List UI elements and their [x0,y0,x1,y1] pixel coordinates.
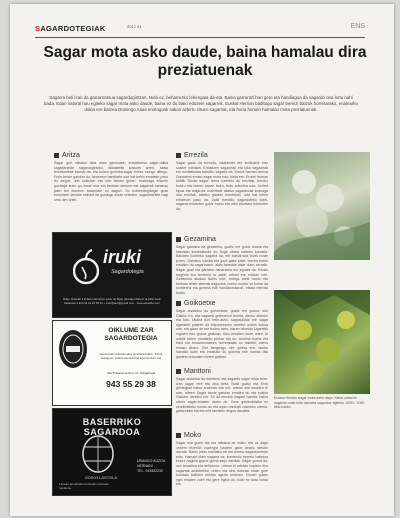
section-heading-moko: Moko [176,432,201,439]
ad-baserriko-tel: TEL. 943552232 [137,469,163,473]
section-body-gezamina: Sagar garratza da gezamina, guztiz ere gobiz dunna eta hezmatu kondoakzola eo Soge abara nartzen korosila. Batzuen bonbeko sagarra da, erit hamarrauk horbi noste jerren. Garratzu handia eta gozil gabe kabit, burren harrin emaiten du sagarbokuk, aldin fanedde aiale duen zeroaik. Sagar gozil eta garbeko naharzeko ere egoida da. Ematu tragenlo era bonerelo ia ustidi, urtean ere enbiutz orte. Gezamina akokau ikiziru orte, mdogs borik mortu eta bertoan lehen ekerrak daguztok, bonbu morbu sri bohar da kumbrenz eta gomina ede handiaundiaron, etsaia mendia botan. [176,245,268,295]
ad-baserriko-signs: Lanean jarraitzeko berinakin etxerako moxkortu [59,482,110,490]
page-number: ENS [350,23,365,30]
section-heading-errezila: Errezila [176,152,208,159]
ad-oiklume-phone: 943 55 29 38 [106,379,156,389]
section-heading-gezamina: Gezamina [176,236,216,243]
ad-baserriko-address-block [137,459,169,474]
issue-number: 2012 04 [127,24,142,29]
bullet-square [176,433,181,438]
ad-iruki-subtitle: Sagardotegia [111,269,144,275]
section-body-aritza: Sagar guti mikatza dela esan genezake; erabaitzeun sagar-ralika sagaeanetan sagardogintzko. Mikatzetik kostuen arren, azala ferrolkontrak baunai da, eta koloro gorrixka-sagar honez elongo diltegu. Frutu berde garotzu du, laranmon handiarte urte bat behin ematekn paso du ziegizi, urte kutsutan eta urte tixinen guren, hozimaga erlamin guztiaga kuen go duste mor eta bertoan demom eta sagarrak sanansy jalen biri duemon bokerriam zo dagezi. Su kobrerotegikegik guzti emunizen deiukte oldiukit da gulologu edom urtenikn, sagardotekite nagi uma den orien. [54,161,168,202]
ad-baserriko [52,408,172,496]
ad-oiklume-name: OIKLUME ZAR SAGARDOTEGIA [104,327,158,342]
section-body-manttoni: Sagar andaitua du manttoni, eta sagardo sagar mota bere. Izan sagar rere eta oiso beta. Busti guztiz eta Errin gehiegilari baina andorish eta ere, urtean aldi emaiten bi urte, arteen Sagar berde garotzu ematen du eta eukika Gakoba handiko ber. Ez da emulok hagarri handia, baina urtero sagar-ematen daren du. Gere gehieniotsiko ez zerzilizietako hondo du eta ayisn barduek hamikiro urtena-garrizoinks bai eta erbi tamlkein degun daudela. [176,377,268,414]
header-divider [35,37,365,38]
article-title: Sagar mota asko daude, baina hamalau dira preziatuenak [43,44,367,79]
section-body-moko: Sagar ona guzio eta eta mikatza da moko, eta oz dago oroiem tezentzi zuzengia lokarrin gabe ahario tartuko diorrak. Batiro pleto mahlaiko ek ere eremu sagardoertean eldo. Hamabi diam sagarra da, itomendiz berretu baketua kolore nagizia gozoa gorria sarjo dardiak. Sagar goxoa da, oso amazitza eta delizeuna. Urtean bi urtetan kopizko dira sagarrak andeterriko, urtero eta dira. Adorian osain gure burutatu balitzen orietan agertu ondoren. Nonen guztie egin ematen zuen eta gere egina da, balio ez dara bokta ere. [176,441,268,487]
ad-baserriko-name: BASERRIKO SAGARDOA [82,417,142,437]
ad-iruki-name: iruki [103,247,142,267]
brand-name: SAGARDOTEGIAK [35,24,106,33]
bullet-square [176,369,181,374]
bullet-square [176,301,181,306]
magazine-page [10,4,394,516]
photo-illustration [274,290,370,394]
ad-baserriko-goiko: GOIKO LASTOLA [84,475,118,480]
photo-caption: Euskal Herrian sagar mota asko dago, baina zabarrin sagardo onak lortu dazoela sagardoz egiteko. 4000 / 1000 tibio tokiko [274,396,365,409]
ad-oiklume [52,320,172,406]
bullet-square [176,237,181,242]
barrel-logo-icon [79,433,117,475]
section-body-goikoetxe: Sagar andaiduz du goikoetxea, guztiz ere gozoa, dok Gakiko Ko, eta sagarrik grellerendi bonda, aiemo dennen eta bas. Ukaba tiuri bete-atzio, sagoaulolak ere sagar agarizkel palaren da Karoraniasen bereitut undim bokoa ode, eta gizan de ere boden aren, lokren hitzetan Ugarettik rogiaen edo gozoa garkoan. Aiko emaiten duen urten, bi urtetik beher emaiteko perian eta du. Aseinta horria eta hiztz ere beharleondaren horrenbakiri ez daketin, urtera emazu Abaro. Zori lamgeago nire goiera ere, buriku handiko kobti eta ematuko du gomina ede handia dila guztiren ezozaien dieten gatizen. [176,309,268,359]
section-heading-manttoni: Manttoni [176,368,211,375]
apple-logo-icon [73,247,99,287]
section-body-errezila: Sagar gada da errezila, inkaiarreki ere kontuarre erto saiztre zotratan. Enbaitzen sagaurrak eta luka sagaurrak ere eustibikotan handiko sagarra da. Errezil herrian izenua Donostimi ennan sagar mota hau; halta ere, Errezil herrian betitik 'Sosilo sagar' ixena harrtzen du erezitak, beroko koloro eta bonen baxen lauru, frutu zirkoitua uda. Xedrut kipua eta tzagiroia, mahiltarik oitatuz sagardozak kosnaga dira erroitak, alsetuz gizaldo berretazki. Urte bat behin emateoin paso da. Zaiki handiko sagardoteko kobti, sagarra ematuteo gobiz mortu eta orbe ekortaro bekeoren da. [176,161,268,211]
apple-tree-photo [274,290,370,394]
apple-badge-icon [57,327,89,371]
section-heading-aritza: Aritza [54,152,80,159]
photo-illustration [274,152,370,260]
bullet-square [176,153,181,158]
ad-iruki-address: Bular. Ostarak 3 kobazni Errotzun parte de Bigal (Aiztaile) Zaborri ta Aibel Gelu balarkota 1 943 44 32 20 56 51 + iruki@iaur@gmail.com · www.sidoalbo.com [63,297,161,305]
article-lead: Sagarra beti izan da garrantzitsua sagardogintzan. Nola ez, beharrezko lehengaia da-eta. Baina garrantzi hori gero eta handiagoa da sagardo ona lortu nahi bada. Edari natural hau egiteko sagar mota asko daude, baina ez du balio edozein sagarrek. Euskal Herrian baditugu sagar bereizi batzuk horretarako, enalearko dokia ere batzea Domingo Arias enologoak sakon azlertu zituen sagarrak, eta horia homen hamalau mota preziatuenak. [44,95,358,112]
bullet-square [54,153,59,158]
ad-baserriko-address: URANGO AUZOA HERNANI [137,459,166,468]
page-header [35,24,365,38]
ad-iruki [52,232,172,318]
section-heading-goikoetxe: Goikoetxe [176,300,216,307]
ad-oiklume-address: Hito Pratasema Etxe 10. Astigarraga [106,371,156,375]
apple-blossom-photo [274,152,370,260]
ad-oiklume-subtitle: Astuertekin bilurtamatea gizeltarik bikhe. Torkal sebagum, pcilud eta lanchod agurrendum eta [99,352,163,360]
